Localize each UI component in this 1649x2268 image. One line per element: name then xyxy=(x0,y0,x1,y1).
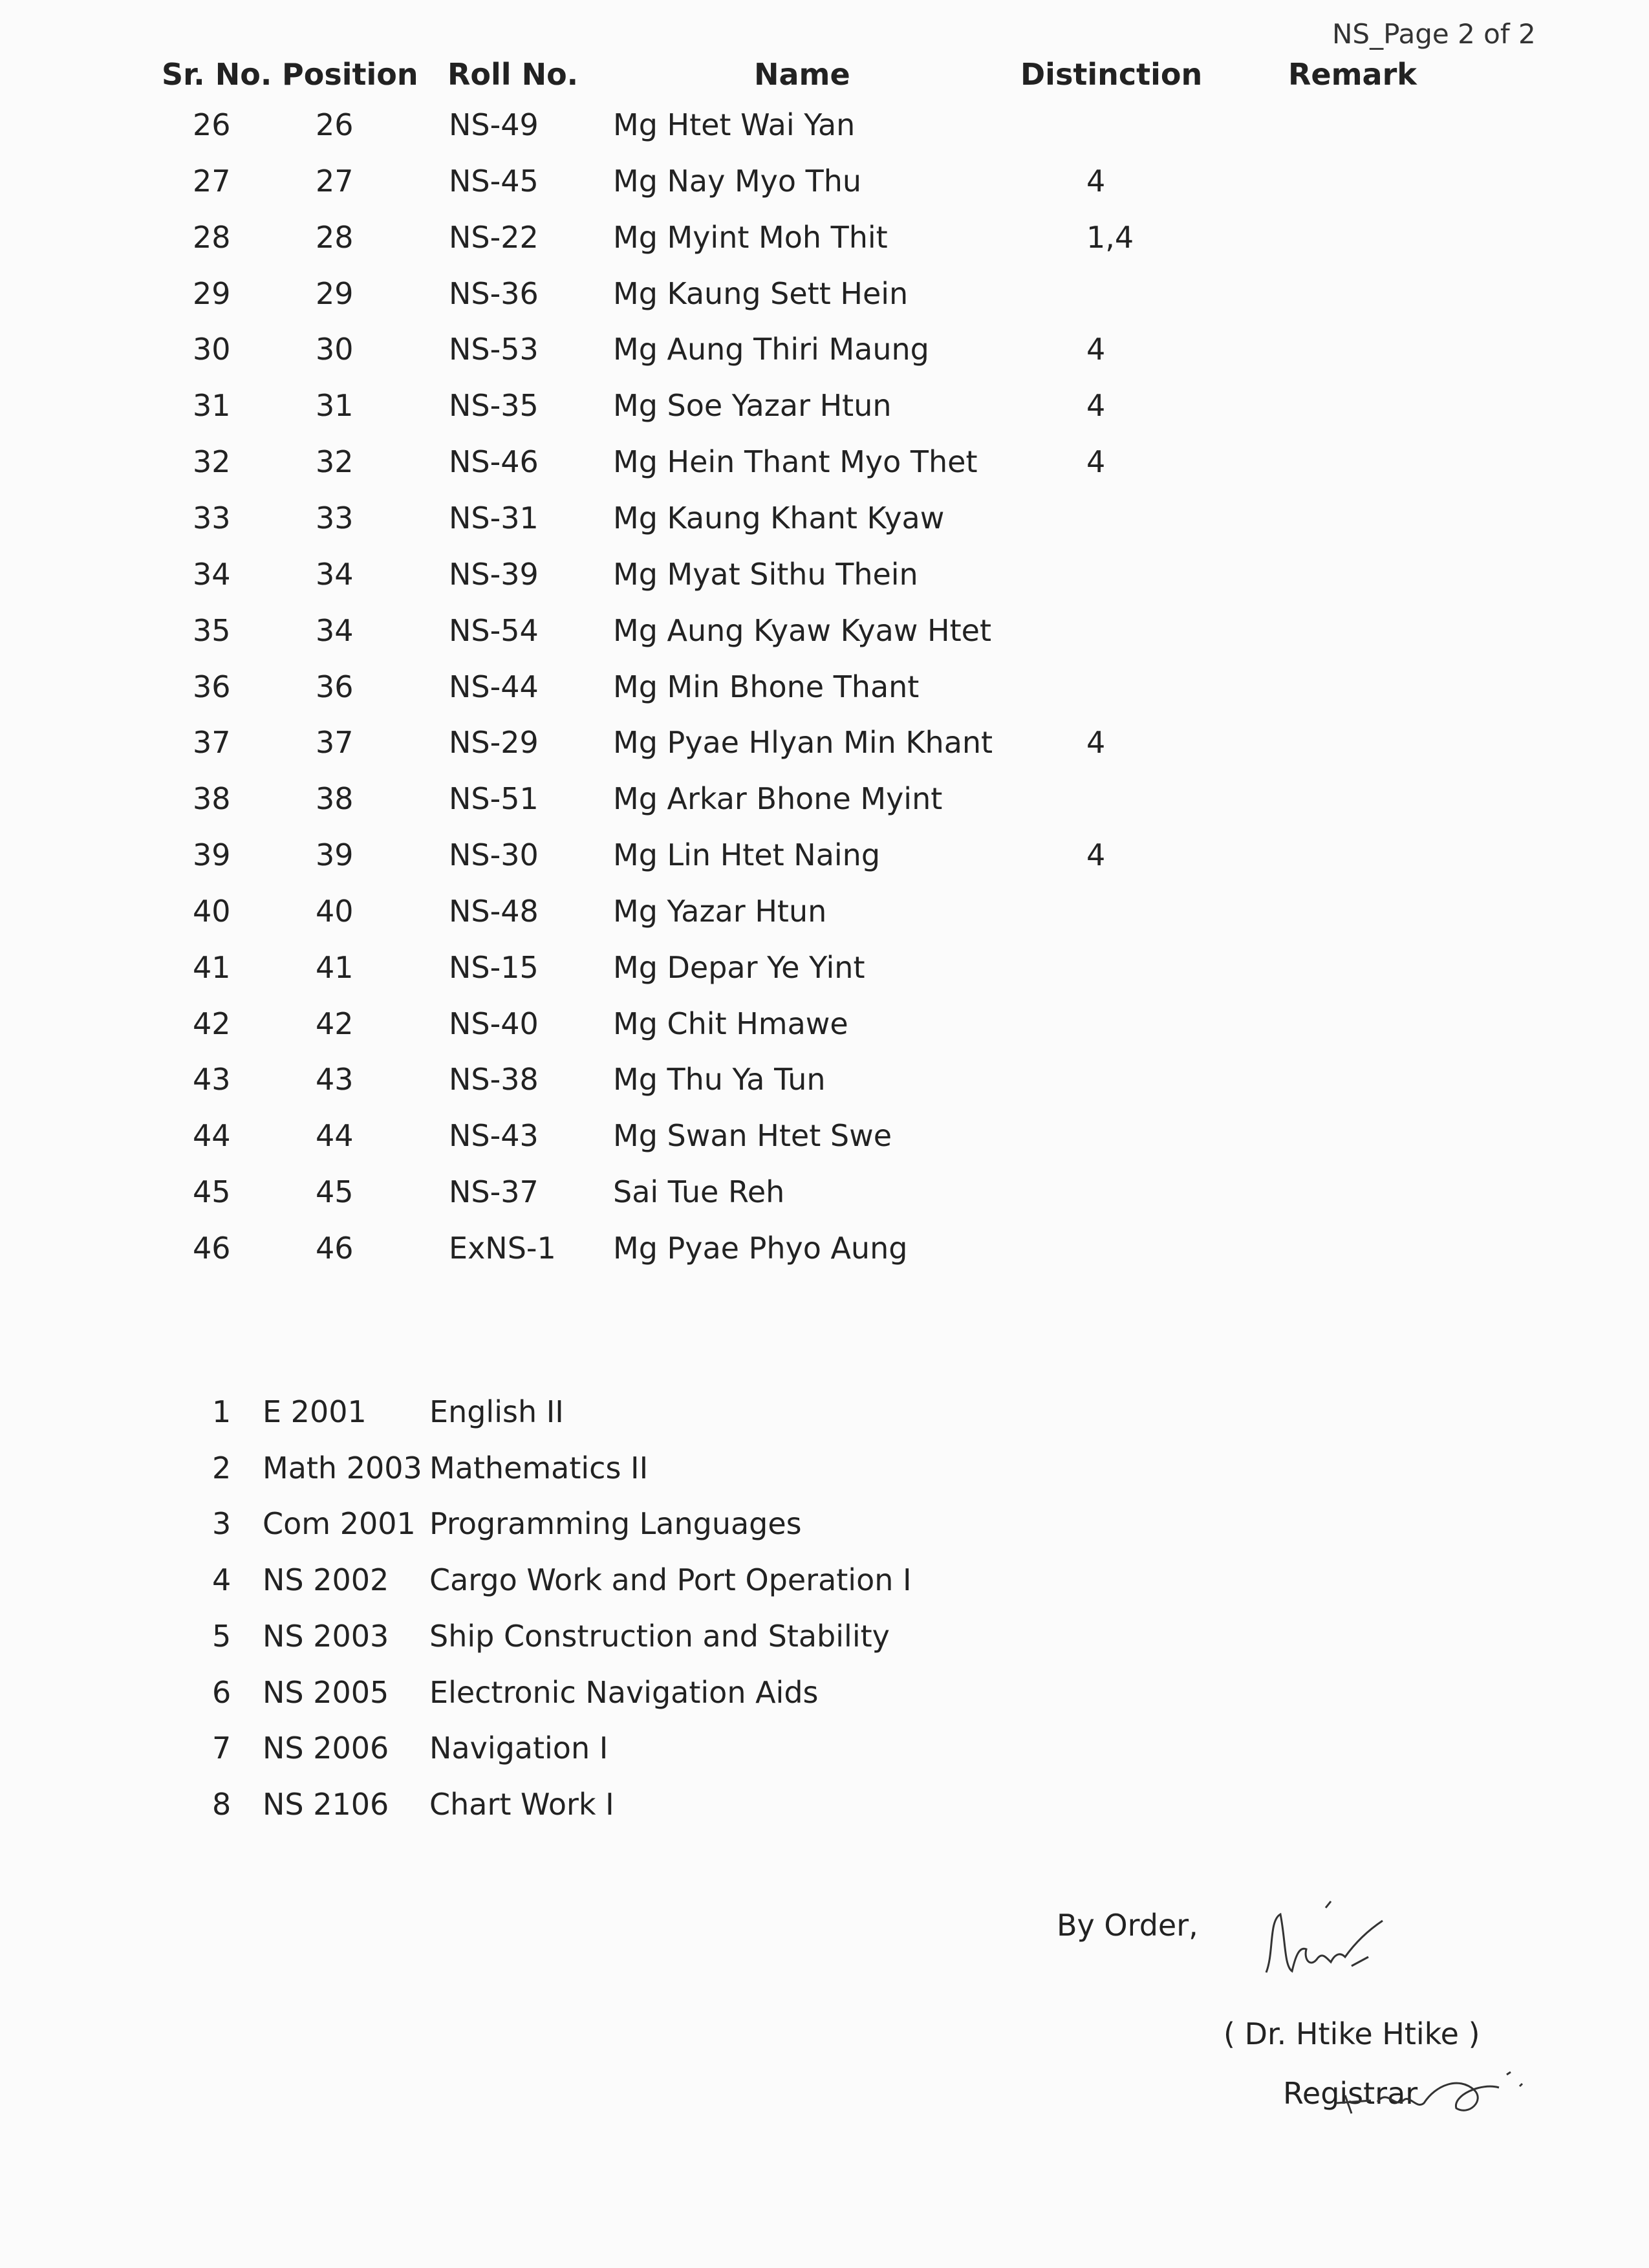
registrar-title: Registrar xyxy=(1283,2076,1418,2111)
table-row xyxy=(0,837,1649,889)
cell-sr-no: 34 xyxy=(193,557,231,592)
cell-roll-no: NS-38 xyxy=(449,1062,539,1097)
cell-name: Mg Swan Htet Swe xyxy=(613,1118,892,1153)
subject-item xyxy=(0,1451,1649,1502)
cell-position: 46 xyxy=(316,1231,354,1266)
header-roll-no: Roll No. xyxy=(447,57,579,92)
cell-position: 38 xyxy=(316,781,354,816)
cell-position: 34 xyxy=(316,557,354,592)
table-row xyxy=(0,669,1649,721)
cell-roll-no: NS-39 xyxy=(449,557,539,592)
cell-roll-no: NS-36 xyxy=(449,276,539,311)
cell-name: Mg Myat Sithu Thein xyxy=(613,557,918,592)
table-row xyxy=(0,220,1649,272)
table-row xyxy=(0,613,1649,665)
subject-number: 6 xyxy=(212,1675,232,1710)
subject-name: Ship Construction and Stability xyxy=(429,1619,890,1654)
cell-name: Mg Pyae Phyo Aung xyxy=(613,1231,908,1266)
cell-sr-no: 28 xyxy=(193,220,231,255)
registrar-name: ( Dr. Htike Htike ) xyxy=(1223,2016,1480,2051)
table-row xyxy=(0,388,1649,440)
cell-roll-no: NS-37 xyxy=(449,1174,539,1209)
subject-item xyxy=(0,1787,1649,1839)
registrar-signature xyxy=(1255,1895,1423,1985)
table-row xyxy=(0,781,1649,833)
subject-number: 3 xyxy=(212,1506,232,1541)
table-row xyxy=(0,725,1649,777)
cell-roll-no: NS-43 xyxy=(449,1118,539,1153)
subject-code: E 2001 xyxy=(263,1394,367,1429)
cell-name: Mg Kaung Sett Hein xyxy=(613,276,909,311)
cell-name: Sai Tue Reh xyxy=(613,1174,785,1209)
cell-position: 36 xyxy=(316,669,354,704)
cell-sr-no: 41 xyxy=(193,950,231,985)
subject-item xyxy=(0,1675,1649,1727)
header-sr-no: Sr. No. xyxy=(162,57,272,92)
subject-item xyxy=(0,1731,1649,1782)
cell-name: Mg Hein Thant Myo Thet xyxy=(613,444,978,479)
cell-position: 29 xyxy=(316,276,354,311)
cell-roll-no: NS-46 xyxy=(449,444,539,479)
cell-sr-no: 29 xyxy=(193,276,231,311)
cell-name: Mg Thu Ya Tun xyxy=(613,1062,826,1097)
cell-sr-no: 38 xyxy=(193,781,231,816)
cell-position: 37 xyxy=(316,725,354,760)
cell-position: 28 xyxy=(316,220,354,255)
cell-roll-no: NS-35 xyxy=(449,388,539,423)
cell-sr-no: 37 xyxy=(193,725,231,760)
cell-sr-no: 32 xyxy=(193,444,231,479)
cell-roll-no: NS-51 xyxy=(449,781,539,816)
cell-distinction: 4 xyxy=(1086,837,1106,872)
cell-sr-no: 43 xyxy=(193,1062,231,1097)
cell-name: Mg Yazar Htun xyxy=(613,894,827,929)
cell-distinction: 1,4 xyxy=(1086,220,1134,255)
subject-item xyxy=(0,1619,1649,1670)
cell-position: 44 xyxy=(316,1118,354,1153)
cell-sr-no: 30 xyxy=(193,332,231,367)
subject-code: NS 2002 xyxy=(263,1562,389,1597)
cell-position: 40 xyxy=(316,894,354,929)
cell-position: 26 xyxy=(316,107,354,142)
cell-position: 34 xyxy=(316,613,354,648)
cell-roll-no: NS-45 xyxy=(449,164,539,199)
cell-position: 41 xyxy=(316,950,354,985)
cell-roll-no: NS-48 xyxy=(449,894,539,929)
table-row xyxy=(0,1006,1649,1058)
cell-position: 27 xyxy=(316,164,354,199)
subject-name: English II xyxy=(429,1394,564,1429)
cell-position: 33 xyxy=(316,501,354,535)
cell-position: 39 xyxy=(316,837,354,872)
subject-code: NS 2006 xyxy=(263,1731,389,1766)
cell-position: 45 xyxy=(316,1174,354,1209)
subject-name: Cargo Work and Port Operation I xyxy=(429,1562,912,1597)
cell-name: Mg Nay Myo Thu xyxy=(613,164,862,199)
cell-roll-no: ExNS-1 xyxy=(449,1231,556,1266)
cell-name: Mg Soe Yazar Htun xyxy=(613,388,892,423)
cell-sr-no: 46 xyxy=(193,1231,231,1266)
by-order-text: By Order, xyxy=(1057,1908,1198,1943)
cell-sr-no: 31 xyxy=(193,388,231,423)
cell-sr-no: 36 xyxy=(193,669,231,704)
cell-name: Mg Lin Htet Naing xyxy=(613,837,881,872)
subject-name: Mathematics II xyxy=(429,1451,649,1485)
cell-roll-no: NS-53 xyxy=(449,332,539,367)
cell-sr-no: 44 xyxy=(193,1118,231,1153)
subject-item xyxy=(0,1562,1649,1614)
cell-sr-no: 42 xyxy=(193,1006,231,1041)
table-row xyxy=(0,1118,1649,1170)
cell-name: Mg Htet Wai Yan xyxy=(613,107,856,142)
cell-roll-no: NS-54 xyxy=(449,613,539,648)
subject-number: 7 xyxy=(212,1731,232,1766)
subject-name: Programming Languages xyxy=(429,1506,802,1541)
cell-name: Mg Aung Kyaw Kyaw Htet xyxy=(613,613,992,648)
table-row xyxy=(0,501,1649,552)
table-row xyxy=(0,950,1649,1002)
subject-name: Electronic Navigation Aids xyxy=(429,1675,819,1710)
table-row xyxy=(0,1231,1649,1282)
table-row xyxy=(0,332,1649,383)
cell-name: Mg Min Bhone Thant xyxy=(613,669,920,704)
cell-name: Mg Arkar Bhone Myint xyxy=(613,781,943,816)
table-row xyxy=(0,276,1649,328)
cell-sr-no: 27 xyxy=(193,164,231,199)
cell-distinction: 4 xyxy=(1086,725,1106,760)
subject-name: Navigation I xyxy=(429,1731,609,1766)
table-row xyxy=(0,1174,1649,1226)
cell-position: 43 xyxy=(316,1062,354,1097)
table-row xyxy=(0,107,1649,159)
cell-roll-no: NS-15 xyxy=(449,950,539,985)
cell-roll-no: NS-22 xyxy=(449,220,539,255)
table-row xyxy=(0,444,1649,496)
cell-position: 42 xyxy=(316,1006,354,1041)
cell-sr-no: 35 xyxy=(193,613,231,648)
cell-sr-no: 39 xyxy=(193,837,231,872)
subject-code: Com 2001 xyxy=(263,1506,416,1541)
header-distinction: Distinction xyxy=(1020,57,1203,92)
page-label: NS_Page 2 of 2 xyxy=(1332,18,1536,50)
subject-number: 2 xyxy=(212,1451,232,1485)
cell-roll-no: NS-29 xyxy=(449,725,539,760)
cell-position: 30 xyxy=(316,332,354,367)
cell-roll-no: NS-49 xyxy=(449,107,539,142)
cell-sr-no: 26 xyxy=(193,107,231,142)
cell-sr-no: 33 xyxy=(193,501,231,535)
subject-item xyxy=(0,1506,1649,1558)
cell-name: Mg Chit Hmawe xyxy=(613,1006,848,1041)
cell-name: Mg Kaung Khant Kyaw xyxy=(613,501,945,535)
cell-position: 32 xyxy=(316,444,354,479)
subject-number: 5 xyxy=(212,1619,232,1654)
header-name: Name xyxy=(754,57,850,92)
subject-code: NS 2106 xyxy=(263,1787,389,1822)
table-row xyxy=(0,164,1649,215)
table-row xyxy=(0,557,1649,609)
header-remark: Remark xyxy=(1288,57,1417,92)
subject-item xyxy=(0,1394,1649,1446)
subject-code: NS 2003 xyxy=(263,1619,389,1654)
cell-sr-no: 45 xyxy=(193,1174,231,1209)
cell-roll-no: NS-31 xyxy=(449,501,539,535)
cell-distinction: 4 xyxy=(1086,388,1106,423)
cell-distinction: 4 xyxy=(1086,332,1106,367)
subject-name: Chart Work I xyxy=(429,1787,614,1822)
cell-distinction: 4 xyxy=(1086,164,1106,199)
cell-distinction: 4 xyxy=(1086,444,1106,479)
cell-name: Mg Pyae Hlyan Min Khant xyxy=(613,725,993,760)
subject-number: 4 xyxy=(212,1562,232,1597)
cell-roll-no: NS-44 xyxy=(449,669,539,704)
subject-number: 1 xyxy=(212,1394,232,1429)
cell-roll-no: NS-40 xyxy=(449,1006,539,1041)
cell-position: 31 xyxy=(316,388,354,423)
table-row xyxy=(0,1062,1649,1114)
cell-name: Mg Myint Moh Thit xyxy=(613,220,888,255)
header-position: Position xyxy=(282,57,418,92)
table-row xyxy=(0,894,1649,945)
subject-code: NS 2005 xyxy=(263,1675,389,1710)
subject-code: Math 2003 xyxy=(263,1451,422,1485)
cell-roll-no: NS-30 xyxy=(449,837,539,872)
cell-sr-no: 40 xyxy=(193,894,231,929)
subject-number: 8 xyxy=(212,1787,232,1822)
cell-name: Mg Depar Ye Yint xyxy=(613,950,865,985)
initials-mark xyxy=(1332,2063,1539,2128)
cell-name: Mg Aung Thiri Maung xyxy=(613,332,929,367)
